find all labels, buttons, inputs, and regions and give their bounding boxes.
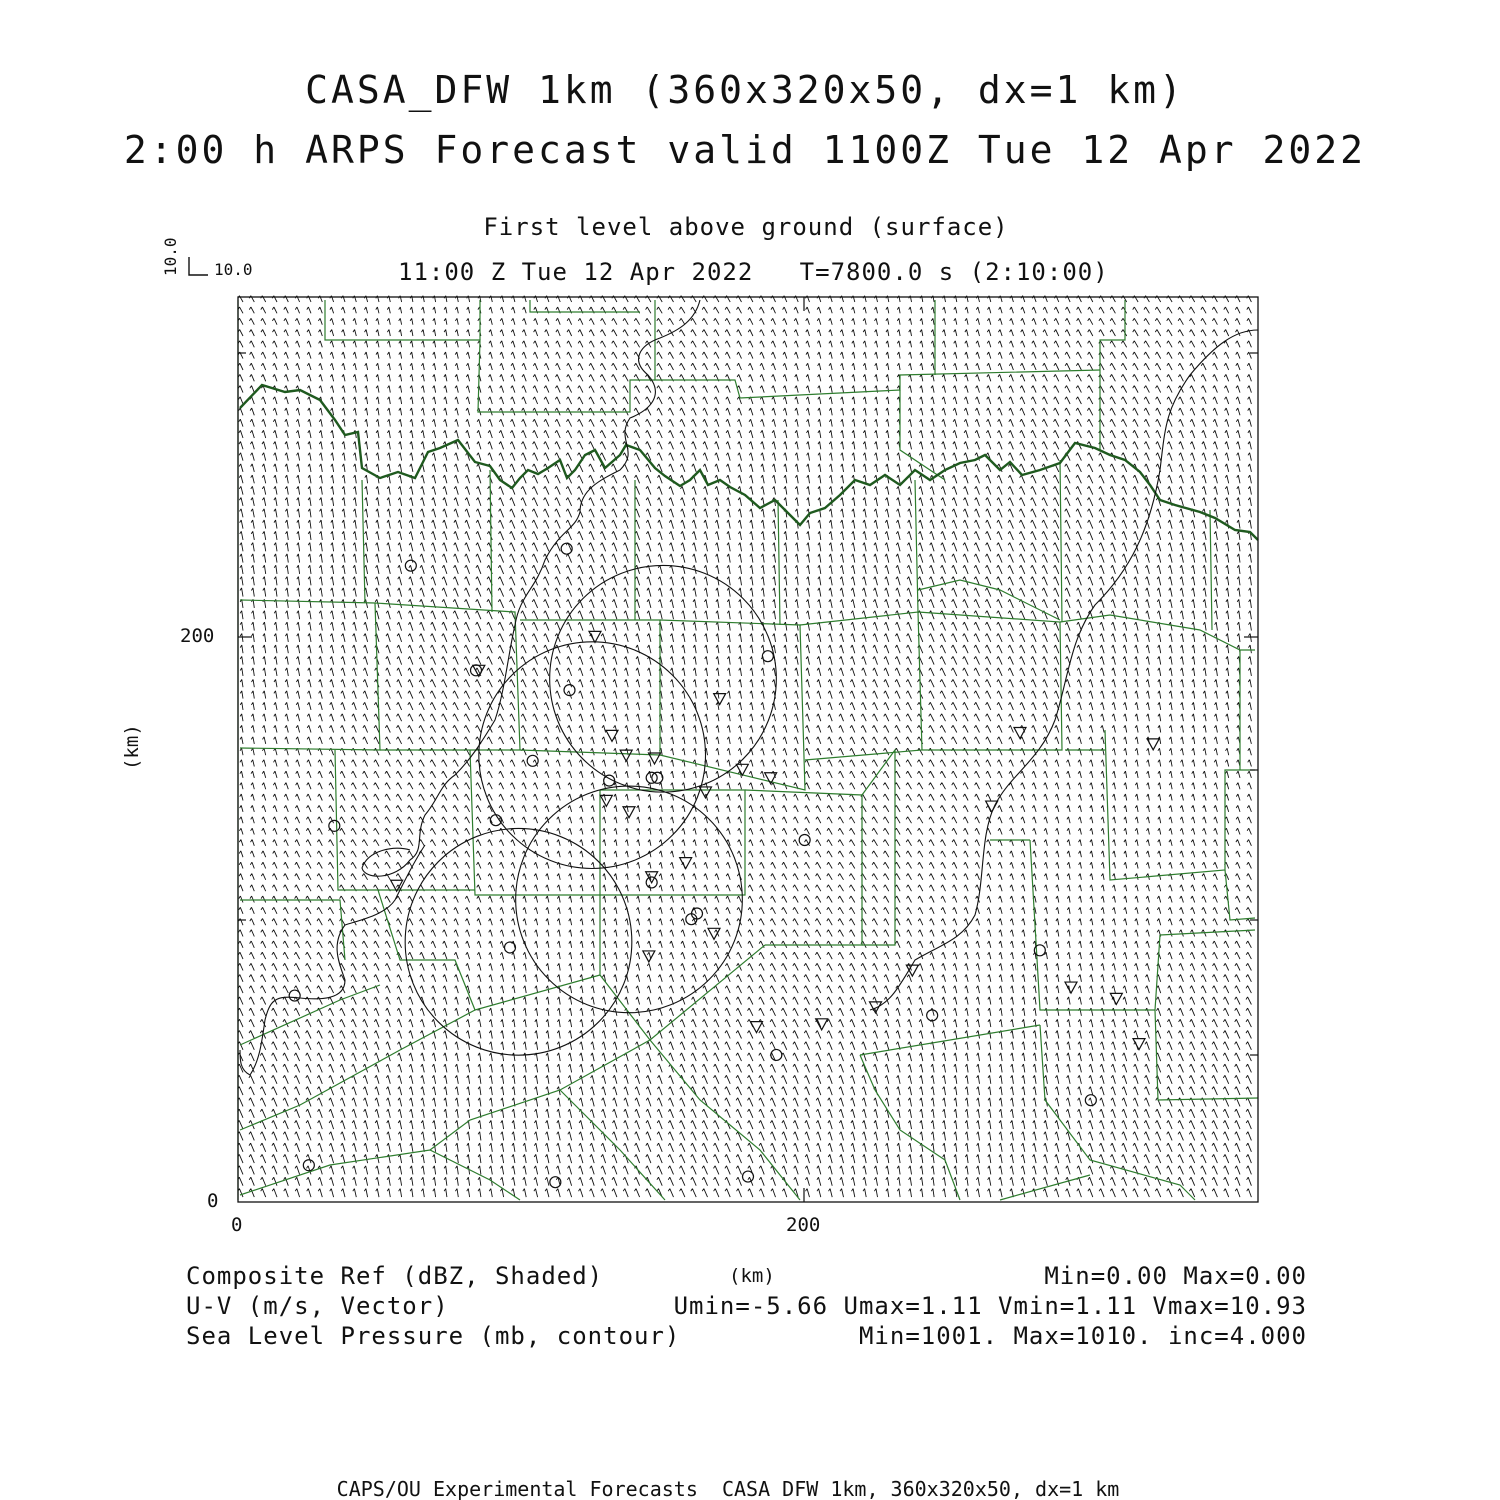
station-circle-marker — [799, 835, 810, 846]
station-triangle-marker — [589, 631, 601, 642]
county-line — [660, 620, 805, 790]
station-circle-marker — [743, 1171, 754, 1182]
station-triangle-marker — [1133, 1039, 1145, 1050]
radar-range-ring-3 — [516, 786, 743, 1013]
county-line — [1030, 840, 1160, 1010]
county-line — [240, 1010, 475, 1130]
vector-key-v-label: 10.0 — [161, 237, 180, 276]
vector-key-arrow — [189, 257, 208, 275]
station-triangle-marker — [600, 795, 612, 806]
station-triangle-marker — [623, 807, 635, 818]
x-axis-title: (km) — [729, 1265, 775, 1287]
county-line — [240, 1150, 520, 1200]
county-line — [362, 480, 365, 603]
radar-range-ring-2 — [479, 642, 706, 869]
radar-range-ring-1 — [550, 565, 777, 792]
county-line — [862, 750, 895, 945]
valid-time-label: 11:00 Z Tue 12 Apr 2022 T=7800.0 s (2:10:00) — [398, 258, 1109, 286]
legend-wind-label: U-V (m/s, Vector) — [186, 1292, 449, 1320]
legend-pressure-label: Sea Level Pressure (mb, contour) — [186, 1322, 681, 1350]
station-circle-marker — [927, 1010, 938, 1021]
county-line — [915, 480, 918, 612]
y-axis-title: (km) — [121, 724, 143, 770]
vector-key — [189, 257, 208, 275]
legend-ref-label: Composite Ref (dBZ, Shaded) — [186, 1262, 604, 1290]
legend-pressure-range: Min=1001. Max=1010. inc=4.000 — [858, 1322, 1307, 1350]
state-border-red-river — [240, 385, 1258, 540]
y-tick-label-200: 200 — [180, 625, 215, 647]
station-triangle-marker — [714, 694, 726, 705]
county-line — [1105, 730, 1255, 880]
x-tick-label-0: 0 — [231, 1214, 243, 1236]
station-triangle-marker — [620, 750, 632, 761]
level-label: First level above ground (surface) — [483, 213, 1009, 241]
county-boundaries — [238, 300, 1258, 1200]
y-tick-label-0: 0 — [207, 1190, 219, 1212]
station-circle-marker — [505, 942, 516, 953]
radar-range-ring-4 — [405, 828, 632, 1055]
station-triangle-marker — [1065, 982, 1077, 993]
county-line — [1060, 615, 1255, 650]
county-line — [1100, 300, 1125, 450]
station-triangle-marker — [700, 787, 712, 798]
county-line — [650, 1040, 800, 1200]
county-line — [918, 612, 1062, 750]
plot-title-line1: CASA_DFW 1km (360x320x50, dx=1 km) — [305, 68, 1185, 112]
x-tick-label-200: 200 — [786, 1214, 821, 1236]
county-line — [335, 750, 475, 890]
county-line — [1160, 930, 1255, 935]
station-triangle-marker — [680, 858, 692, 869]
station-circle-marker — [762, 651, 773, 662]
pressure-contour — [870, 330, 1258, 1010]
wind-vector-field — [238, 296, 1252, 1197]
county-line — [1060, 460, 1062, 622]
county-line — [655, 300, 1100, 398]
footer-credit: CAPS/OU Experimental Forecasts CASA DFW 1km, 360x320x50, dx=1 km — [336, 1477, 1120, 1500]
county-line — [778, 500, 780, 625]
wind-vectors — [238, 296, 1252, 1197]
county-line — [325, 300, 655, 412]
legend-wind-range: Umin=-5.66 Umax=1.11 Vmin=1.11 Vmax=10.93 — [673, 1292, 1307, 1320]
observation-stations — [289, 543, 1159, 1188]
county-line — [378, 890, 600, 1010]
station-triangle-marker — [1014, 728, 1026, 739]
legend-ref-range: Min=0.00 Max=0.00 — [1044, 1262, 1307, 1290]
plot-title-line2: 2:00 h ARPS Forecast valid 1100Z Tue 12 Apr 2022 — [123, 128, 1367, 172]
county-line — [530, 300, 640, 312]
county-line — [1210, 510, 1212, 630]
county-line — [860, 1025, 1040, 1055]
station-circle-marker — [527, 755, 538, 766]
pressure-contour — [240, 845, 425, 1075]
vector-key-u-label: 10.0 — [214, 260, 253, 279]
station-circle-marker — [329, 820, 340, 831]
